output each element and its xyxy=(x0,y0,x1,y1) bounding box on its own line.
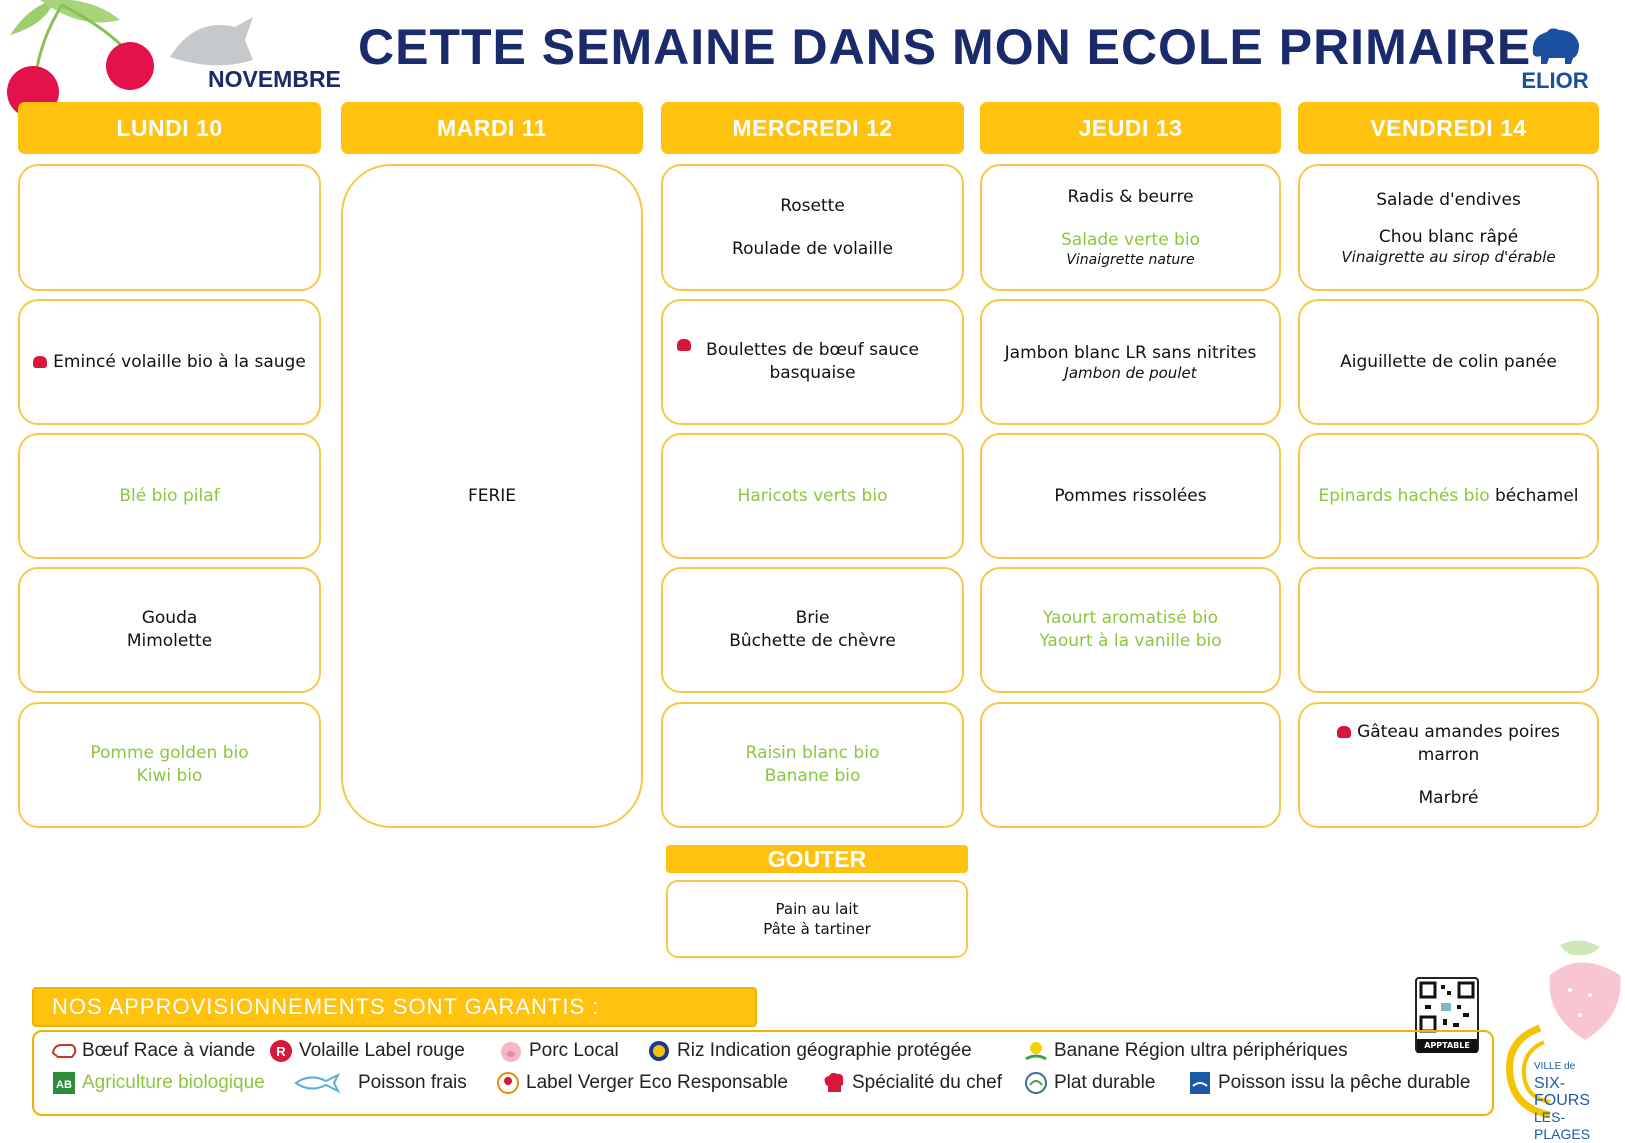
menu-item: Marbré xyxy=(1418,787,1479,808)
menu-item-note: Jambon de poulet xyxy=(1064,364,1197,382)
beef-icon xyxy=(50,1039,78,1063)
menu-item: Kiwi bio xyxy=(136,766,203,786)
menu-item: Brie xyxy=(795,608,830,628)
chef-special-icon xyxy=(1337,726,1351,738)
sustainable-dish-icon xyxy=(1022,1071,1050,1095)
vendredi-plat xyxy=(1298,299,1599,425)
qr-icon xyxy=(1417,979,1477,1035)
menu-item: Yaourt à la vanille bio xyxy=(1039,631,1222,651)
day-header-mardi: MARDI 11 xyxy=(341,102,643,154)
menu-item: Bûchette de chèvre xyxy=(729,631,896,651)
menu-item: marron xyxy=(1417,744,1480,765)
legend-item: Bœuf Race à viande xyxy=(50,1039,255,1063)
chef-special-icon xyxy=(677,339,691,351)
vendredi-dessert xyxy=(1298,702,1599,828)
mercredi-accompagnement xyxy=(661,433,964,559)
menu-item: basquaise xyxy=(769,363,856,383)
menu-item: Radis & beurre xyxy=(1067,187,1194,207)
lundi-entree xyxy=(18,164,321,291)
menu-item: Pomme golden bio xyxy=(90,743,249,763)
lundi-accompagnement xyxy=(18,433,321,559)
menu-item: Jambon blanc LR sans nitrites xyxy=(1004,343,1257,363)
menu-item: Salade d'endives xyxy=(1376,190,1521,210)
legend-item: Banane Région ultra périphériques xyxy=(1022,1039,1348,1063)
mercredi-fromage xyxy=(661,567,964,693)
menu-item: Yaourt aromatisé bio xyxy=(1042,608,1219,628)
mercredi-plat xyxy=(661,299,964,425)
mardi-ferie xyxy=(341,164,643,828)
legend-item: R Volaille Label rouge xyxy=(267,1039,465,1063)
menu-item: Mimolette xyxy=(126,631,213,651)
month-label: NOVEMBRE xyxy=(208,66,341,92)
menu-item-note: Vinaigrette nature xyxy=(1066,252,1195,268)
qr-label: APPTABLE xyxy=(1417,1039,1477,1053)
lundi-fromage xyxy=(18,567,321,693)
gouter-box xyxy=(666,880,968,958)
lundi-plat xyxy=(18,299,321,425)
jeudi-entree xyxy=(980,164,1281,291)
elior-brand-text: ELIOR xyxy=(1521,68,1589,93)
menu-item: Gouda xyxy=(141,608,198,628)
menu-item: Haricots verts bio xyxy=(737,485,888,506)
menu-item-note: Vinaigrette au sirop d'érable xyxy=(1341,248,1556,266)
legend-item: Label Verger Eco Responsable xyxy=(494,1071,788,1095)
fish-illustration xyxy=(165,12,255,72)
mercredi-entree xyxy=(661,164,964,291)
svg-text:AB: AB xyxy=(56,1079,72,1091)
menu-item: Aiguillette de colin panée xyxy=(1340,351,1557,372)
banana-region-icon xyxy=(1022,1039,1050,1063)
menu-item: Raisin blanc bio xyxy=(745,743,880,763)
verger-eco-icon xyxy=(494,1071,522,1095)
legend-item: AB Agriculture biologique xyxy=(50,1071,265,1095)
guarantees-header: NOS APPROVISIONNEMENTS SONT GARANTIS : xyxy=(32,987,757,1027)
gouter-item: Pâte à tartiner xyxy=(763,920,871,938)
bison-icon xyxy=(1529,24,1581,66)
menu-item: Pommes rissolées xyxy=(1054,485,1207,506)
jeudi-fromage xyxy=(980,567,1281,693)
day-header-jeudi: JEUDI 13 xyxy=(980,102,1281,154)
menu-item: Salade verte bio xyxy=(1061,230,1200,250)
msc-fishing-icon xyxy=(1186,1071,1214,1095)
legend-item: Plat durable xyxy=(1022,1071,1155,1095)
city-logo-text: VILLE de xyxy=(1534,1061,1576,1072)
jeudi-plat xyxy=(980,299,1281,425)
menu-item: Epinards hachés bio béchamel xyxy=(1318,485,1579,506)
day-header-mercredi: MERCREDI 12 xyxy=(661,102,964,154)
city-logo xyxy=(1500,1020,1610,1142)
jeudi-dessert xyxy=(980,702,1281,828)
city-logo-text: SIX-FOURS xyxy=(1534,1075,1590,1109)
lundi-dessert xyxy=(18,702,321,828)
label-rouge-icon xyxy=(267,1039,295,1063)
menu-item: Emincé volaille bio à la sauge xyxy=(33,351,306,374)
legend-item: Poisson issu la pêche durable xyxy=(1186,1071,1470,1095)
menu-item: Roulade de volaille xyxy=(732,238,893,259)
jeudi-accompagnement xyxy=(980,433,1281,559)
gouter-item: Pain au lait xyxy=(775,900,859,918)
legend-item: Poisson frais xyxy=(292,1071,467,1095)
legend-item: Porc Local xyxy=(497,1039,619,1063)
menu-item: Boulettes de bœuf sauce xyxy=(706,340,919,360)
vendredi-entree xyxy=(1298,164,1599,291)
day-header-vendredi: VENDREDI 14 xyxy=(1298,102,1599,154)
page-title: CETTE SEMAINE DANS MON ECOLE PRIMAIRE xyxy=(358,19,1532,75)
menu-item: Chou blanc râpé xyxy=(1378,227,1519,247)
ferie-label: FERIE xyxy=(467,485,517,506)
chef-hat-icon xyxy=(820,1071,848,1095)
cherries-illustration xyxy=(0,0,170,115)
fresh-fish-icon xyxy=(292,1071,342,1095)
mercredi-dessert xyxy=(661,702,964,828)
legend-item: Riz Indication géographie protégée xyxy=(645,1039,972,1063)
menu-item: Banane bio xyxy=(764,766,861,786)
svg-text:R: R xyxy=(276,1044,286,1059)
ab-bio-icon xyxy=(50,1071,78,1095)
gouter-header: GOUTER xyxy=(666,845,968,873)
vendredi-fromage xyxy=(1298,567,1599,693)
menu-item: Rosette xyxy=(780,195,845,216)
elior-logo xyxy=(1520,24,1590,94)
legend-item: Spécialité du chef xyxy=(820,1071,1002,1095)
menu-item: Blé bio pilaf xyxy=(119,485,220,506)
menu-item: Gâteau amandes poires xyxy=(1337,721,1560,744)
vendredi-accompagnement xyxy=(1298,433,1599,559)
chef-special-icon xyxy=(33,356,47,368)
city-logo-text: LES-PLAGES xyxy=(1534,1109,1591,1142)
pig-icon xyxy=(497,1039,525,1063)
day-header-lundi: LUNDI 10 xyxy=(18,102,321,154)
igp-seal-icon xyxy=(645,1039,673,1063)
